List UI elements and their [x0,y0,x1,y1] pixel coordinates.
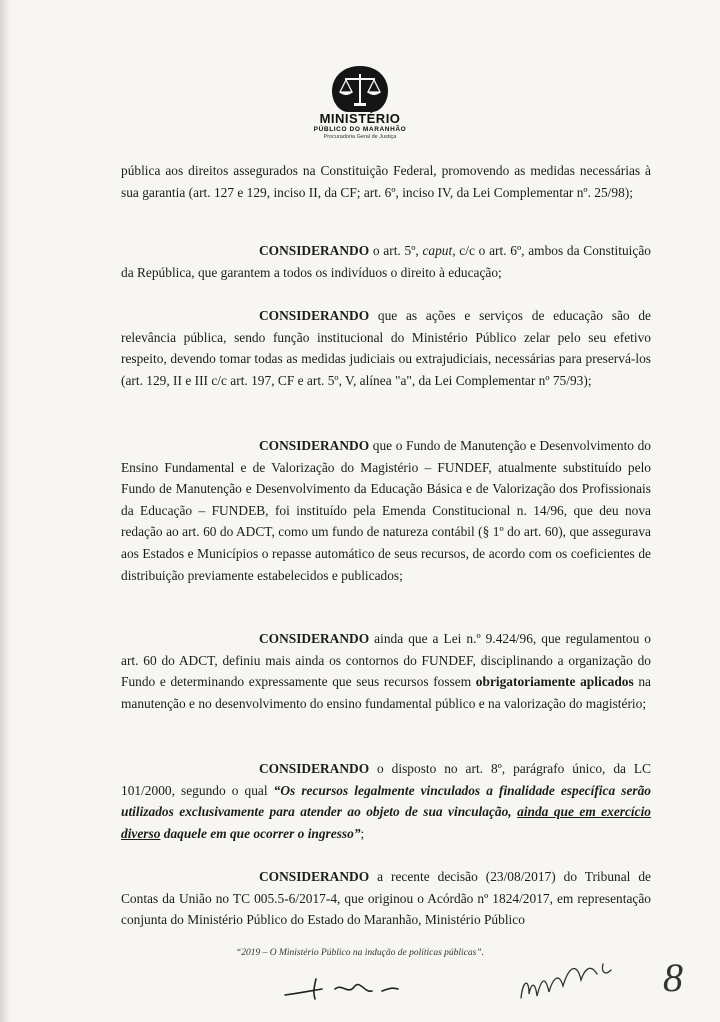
paragraph-text: o art. 5º, [369,243,423,258]
considerando-label: CONSIDERANDO [259,631,370,646]
considerando-label: CONSIDERANDO [259,438,370,453]
paragraph-considerando-2 [121,305,651,391]
legal-quote: daquele em que ocorrer o ingresso” [160,825,361,841]
page-shadow-edge [0,0,10,1022]
legal-quote-underlined: ainda que em exercício diverso [121,804,651,841]
page-number: 8 [663,955,683,1000]
scales-of-justice-icon [328,64,392,114]
logo-title: MINISTÉRIO [319,111,401,126]
logo-office: Procuradoria Geral de Justiça [323,134,397,140]
paragraph-text: c/c o art. 6º, ambos da Constituição da República, que garantem a todos os indivíduos o direito à educação; [121,243,651,280]
emphasis-text: obrigatoriamente aplicados [475,674,634,690]
paragraph-text: pública aos direitos assegurados na Constituição Federal, promovendo as medidas necessárias à sua garantia (art. 127 e 129, inciso II, da CF; art. 6º, inciso IV, da Lei Complementar nº. 25/98); [121,163,651,200]
considerando-label: CONSIDERANDO [259,243,370,258]
paragraph-intro [121,160,651,203]
paragraph-text: ; [360,825,365,841]
paragraph-considerando-1 [121,240,651,283]
rubric-initials [515,950,625,1010]
institution-logo [290,64,430,154]
footer-motto: “2019 – O Ministério Público na indução de políticas públicas”. [235,948,485,958]
paragraph-text: que o Fundo de Manutenção e Desenvolvimento do Ensino Fundamental e de Valorização do Magistério – FUNDEF, atualmente substituído pelo Fundo de Manutenção e Desenvolvimento da Educação Básica e de Valorização dos Profissionais da Educação – FUNDEB, foi instituído pela Emenda Constitucional n. 14/96, que deu nova redação ao art. 60 do ADCT, como um fundo de natureza contábil (§ 1º do art. 60), que assegurava aos Estados e Municípios o repasse automático de seus recursos, de acordo com os coeficientes de distribuição previamente estabelecidos e publicados; [121,438,651,583]
considerando-label: CONSIDERANDO [259,308,370,323]
paragraph-considerando-3 [121,435,651,586]
paragraph-considerando-6 [121,866,651,931]
paragraph-considerando-5 [121,758,651,844]
paragraph-text: que as ações e serviços de educação são de relevância pública, sendo função institucional do Ministério Público zelar pelo seu efetivo respeito, devendo tomar todas as medidas judiciais ou extrajudiciais, necessárias para preservá-los (art. 129, II e III c/c art. 197, CF e art. 5º, V, alínea "a", da Lei Complementar nº 75/93); [121,308,651,388]
caput-term: caput, [422,243,456,258]
paragraph-text: o disposto no art. 8º, parágrafo único, da LC 101/2000, segundo o qual [121,761,651,798]
considerando-label: CONSIDERANDO [259,761,370,776]
paragraph-considerando-4 [121,628,651,714]
paragraph-text: na manutenção e no desenvolvimento do ensino fundamental público e na valorização do magistério; [121,674,651,711]
considerando-label: CONSIDERANDO [259,869,370,884]
paragraph-text: ainda que a Lei n.º 9.424/96, que regulamentou o art. 60 do ADCT, definiu mais ainda os contornos do FUNDEF, disciplinando a organização do Fundo e determinando expressamente que seus recursos fossem [121,631,651,690]
paragraph-text: a recente decisão (23/08/2017) do Tribunal de Contas da União no TC 005.5-6/2017-4, que originou o Acórdão nº 1824/2017, em representação conjunta do Ministério Público do Estado do Maranhão, Ministério Público [121,869,651,928]
logo-subtitle: PÚBLICO DO MARANHÃO [313,126,407,133]
signature-mark [280,965,450,1010]
legal-quote: “Os recursos legalmente vinculados a finalidade específica serão utilizados exclusivamente para atender ao objeto de sua vinculação, [121,782,651,820]
